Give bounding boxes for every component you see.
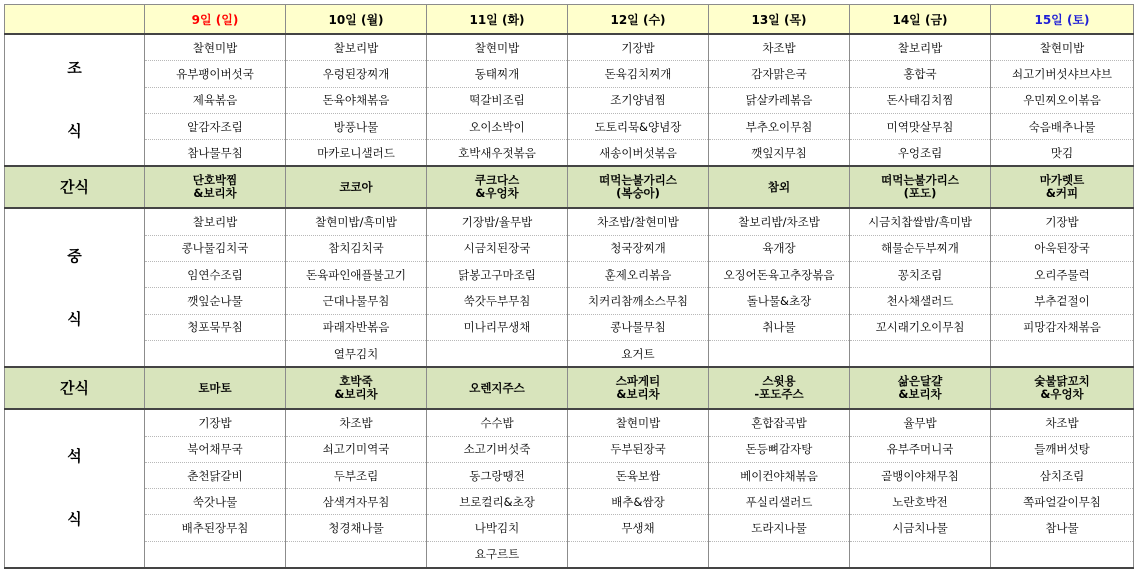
menu-item: 훈제오리볶음 xyxy=(568,262,709,288)
menu-item: 조기양념찜 xyxy=(568,87,709,113)
menu-item: 시금치된장국 xyxy=(427,235,568,261)
menu-item: 북어채무국 xyxy=(145,436,286,462)
menu-item: 청경채나물 xyxy=(286,515,427,541)
breakfast-row xyxy=(5,34,1134,61)
menu-item: 시금치찹쌀밥/흑미밥 xyxy=(850,208,991,235)
menu-item: 피망감자채볶음 xyxy=(991,314,1134,340)
menu-item: 닭봉고구마조림 xyxy=(427,262,568,288)
day-header-row xyxy=(5,5,1134,35)
menu-item: 우민찌오이볶음 xyxy=(991,87,1134,113)
menu-item: 찰현미밥 xyxy=(427,34,568,61)
menu-item: 소고기버섯죽 xyxy=(427,436,568,462)
menu-item: 취나물 xyxy=(709,314,850,340)
menu-item xyxy=(850,541,991,568)
menu-item: 수수밥 xyxy=(427,409,568,436)
snack-row xyxy=(5,367,1134,409)
breakfast-row xyxy=(5,140,1134,167)
menu-item: 돈육파인애플불고기 xyxy=(286,262,427,288)
menu-body xyxy=(5,34,1134,568)
menu-item: 들깨버섯탕 xyxy=(991,436,1134,462)
menu-item: 돈육야채볶음 xyxy=(286,87,427,113)
menu-item: 쪽파얼갈이무침 xyxy=(991,489,1134,515)
menu-item: 참나물무침 xyxy=(145,140,286,167)
menu-item: 골뱅이야채무침 xyxy=(850,462,991,488)
menu-item xyxy=(145,340,286,367)
breakfast-row xyxy=(5,61,1134,87)
snack-item: 참외 xyxy=(709,166,850,208)
menu-item: 돈등뼈감자탕 xyxy=(709,436,850,462)
dinner-row xyxy=(5,436,1134,462)
menu-item: 무생채 xyxy=(568,515,709,541)
lunch-row xyxy=(5,235,1134,261)
menu-item: 동그랑땡전 xyxy=(427,462,568,488)
menu-item xyxy=(991,541,1134,568)
menu-item: 돈사태김치찜 xyxy=(850,87,991,113)
breakfast-row xyxy=(5,87,1134,113)
snack-item: 쿠크다스 &우엉차 xyxy=(427,166,568,208)
menu-item: 동태찌개 xyxy=(427,61,568,87)
menu-item: 찰현미밥 xyxy=(145,34,286,61)
menu-item: 배추&쌈장 xyxy=(568,489,709,515)
snack-item: 마가렛트 &커피 xyxy=(991,166,1134,208)
corner-cell xyxy=(5,5,145,35)
menu-item: 오징어돈육고추장볶음 xyxy=(709,262,850,288)
menu-item xyxy=(427,340,568,367)
menu-item: 브로컬리&초장 xyxy=(427,489,568,515)
menu-item: 찰보리밥/차조밥 xyxy=(709,208,850,235)
menu-item: 찰현미밥 xyxy=(991,34,1134,61)
menu-item: 쇠고기미역국 xyxy=(286,436,427,462)
snack-item: 스윗용 -포도주스 xyxy=(709,367,850,409)
menu-item: 차조밥 xyxy=(286,409,427,436)
breakfast-row xyxy=(5,113,1134,139)
menu-item: 춘천닭갈비 xyxy=(145,462,286,488)
menu-item: 깻잎지무침 xyxy=(709,140,850,167)
menu-item: 차조밥 xyxy=(991,409,1134,436)
menu-item: 혼합잡곡밥 xyxy=(709,409,850,436)
menu-item: 참치김치국 xyxy=(286,235,427,261)
menu-item: 돌나물&초장 xyxy=(709,288,850,314)
menu-item: 닭살카레볶음 xyxy=(709,87,850,113)
menu-item: 도토리묵&양념장 xyxy=(568,113,709,139)
dinner-row xyxy=(5,541,1134,568)
snack-item: 떠먹는불가리스 (복숭아) xyxy=(568,166,709,208)
menu-item: 아욱된장국 xyxy=(991,235,1134,261)
snack-item: 호박죽 &보리차 xyxy=(286,367,427,409)
menu-item: 우렁된장찌개 xyxy=(286,61,427,87)
menu-item: 돈육김치찌개 xyxy=(568,61,709,87)
menu-item: 숙음배추나물 xyxy=(991,113,1134,139)
menu-item: 제육볶음 xyxy=(145,87,286,113)
menu-item: 쑥갓두부무침 xyxy=(427,288,568,314)
snack-item: 코코아 xyxy=(286,166,427,208)
snack-item: 오렌지주스 xyxy=(427,367,568,409)
menu-item: 콩나물무침 xyxy=(568,314,709,340)
menu-item: 두부된장국 xyxy=(568,436,709,462)
menu-item: 청포묵무침 xyxy=(145,314,286,340)
snack-label: 간식 xyxy=(5,367,145,409)
lunch-row xyxy=(5,314,1134,340)
dinner-row xyxy=(5,515,1134,541)
snack-item: 떠먹는불가리스 (포도) xyxy=(850,166,991,208)
menu-item: 홍합국 xyxy=(850,61,991,87)
menu-item: 열무김치 xyxy=(286,340,427,367)
menu-item: 유부주머니국 xyxy=(850,436,991,462)
menu-item xyxy=(709,541,850,568)
menu-item: 찰현미밥/흑미밥 xyxy=(286,208,427,235)
menu-item: 배추된장무침 xyxy=(145,515,286,541)
breakfast-label: 조 식 xyxy=(5,34,145,166)
menu-item: 찰현미밥 xyxy=(568,409,709,436)
day-header-tuesday: 11일 (화) xyxy=(427,5,568,35)
menu-item xyxy=(850,340,991,367)
dinner-row xyxy=(5,409,1134,436)
menu-item xyxy=(709,340,850,367)
menu-item: 꼬시래기오이무침 xyxy=(850,314,991,340)
menu-item: 요구르트 xyxy=(427,541,568,568)
menu-item: 콩나물김치국 xyxy=(145,235,286,261)
snack-item: 토마토 xyxy=(145,367,286,409)
menu-item: 오이소박이 xyxy=(427,113,568,139)
weekly-meal-table xyxy=(4,4,1134,569)
menu-item: 요거트 xyxy=(568,340,709,367)
menu-item: 청국장찌개 xyxy=(568,235,709,261)
menu-item: 떡갈비조림 xyxy=(427,87,568,113)
snack-item: 스파게티 &보리차 xyxy=(568,367,709,409)
menu-item: 꽁치조림 xyxy=(850,262,991,288)
menu-item: 차조밥 xyxy=(709,34,850,61)
menu-item: 마카로니샐러드 xyxy=(286,140,427,167)
snack-label: 간식 xyxy=(5,166,145,208)
menu-item: 삼색겨자무침 xyxy=(286,489,427,515)
menu-item: 쑥갓나물 xyxy=(145,489,286,515)
menu-item: 미역맛살무침 xyxy=(850,113,991,139)
day-header-thursday: 13일 (목) xyxy=(709,5,850,35)
menu-item xyxy=(568,541,709,568)
snack-item: 단호박찜 &보리차 xyxy=(145,166,286,208)
menu-item: 해물순두부찌개 xyxy=(850,235,991,261)
menu-item: 찰보리밥 xyxy=(850,34,991,61)
menu-item: 파래자반볶음 xyxy=(286,314,427,340)
day-header-monday: 10일 (월) xyxy=(286,5,427,35)
menu-item: 호박새우젓볶음 xyxy=(427,140,568,167)
menu-item: 근대나물무침 xyxy=(286,288,427,314)
lunch-label: 중 식 xyxy=(5,208,145,367)
menu-item: 부추겉절이 xyxy=(991,288,1134,314)
menu-item xyxy=(991,340,1134,367)
menu-item: 푸실리샐러드 xyxy=(709,489,850,515)
snack-item: 삶은달걀 &보리차 xyxy=(850,367,991,409)
menu-item: 부추오이무침 xyxy=(709,113,850,139)
menu-item xyxy=(286,541,427,568)
lunch-row xyxy=(5,262,1134,288)
dinner-label: 석 식 xyxy=(5,409,145,568)
menu-item: 기장밥 xyxy=(145,409,286,436)
menu-item: 율무밥 xyxy=(850,409,991,436)
menu-item: 새송이버섯볶음 xyxy=(568,140,709,167)
menu-item: 시금치나물 xyxy=(850,515,991,541)
day-header-friday: 14일 (금) xyxy=(850,5,991,35)
menu-item xyxy=(145,541,286,568)
day-header-saturday: 15일 (토) xyxy=(991,5,1134,35)
menu-item: 기장밥 xyxy=(568,34,709,61)
menu-item: 나박김치 xyxy=(427,515,568,541)
menu-item: 기장밥 xyxy=(991,208,1134,235)
menu-item: 맛김 xyxy=(991,140,1134,167)
menu-item: 오리주물럭 xyxy=(991,262,1134,288)
menu-item: 깻잎순나물 xyxy=(145,288,286,314)
menu-item: 방풍나물 xyxy=(286,113,427,139)
menu-item: 알감자조림 xyxy=(145,113,286,139)
menu-item: 천사채샐러드 xyxy=(850,288,991,314)
menu-item: 삼치조림 xyxy=(991,462,1134,488)
menu-item: 기장밥/율무밥 xyxy=(427,208,568,235)
day-header-wednesday: 12일 (수) xyxy=(568,5,709,35)
menu-item: 베이컨야채볶음 xyxy=(709,462,850,488)
lunch-row xyxy=(5,340,1134,367)
menu-item: 찰보리밥 xyxy=(145,208,286,235)
menu-item: 임연수조림 xyxy=(145,262,286,288)
lunch-row xyxy=(5,208,1134,235)
menu-item: 두부조림 xyxy=(286,462,427,488)
menu-item: 참나물 xyxy=(991,515,1134,541)
menu-item: 쇠고기버섯샤브샤브 xyxy=(991,61,1134,87)
snack-row xyxy=(5,166,1134,208)
menu-item: 차조밥/찰현미밥 xyxy=(568,208,709,235)
dinner-row xyxy=(5,489,1134,515)
menu-item: 치커리참깨소스무침 xyxy=(568,288,709,314)
menu-item: 찰보리밥 xyxy=(286,34,427,61)
dinner-row xyxy=(5,462,1134,488)
menu-item: 육개장 xyxy=(709,235,850,261)
day-header-sunday: 9일 (일) xyxy=(145,5,286,35)
menu-item: 감자맑은국 xyxy=(709,61,850,87)
menu-item: 돈육보쌈 xyxy=(568,462,709,488)
lunch-row xyxy=(5,288,1134,314)
menu-item: 도라지나물 xyxy=(709,515,850,541)
menu-item: 우엉조림 xyxy=(850,140,991,167)
menu-item: 미나리무생채 xyxy=(427,314,568,340)
snack-item: 숯불닭꼬치 &우엉차 xyxy=(991,367,1134,409)
menu-item: 유부팽이버섯국 xyxy=(145,61,286,87)
menu-item: 노란호박전 xyxy=(850,489,991,515)
